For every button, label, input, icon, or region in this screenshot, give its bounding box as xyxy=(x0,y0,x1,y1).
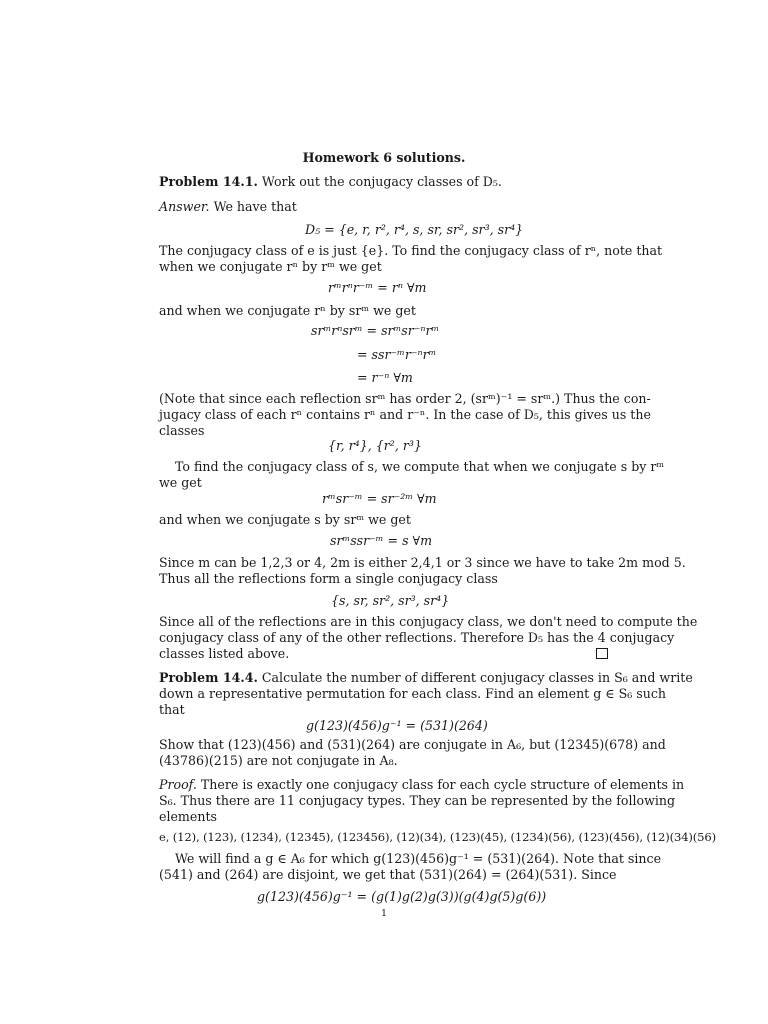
paragraph-line: We will find a g ∈ A₆ for which g(123)(456)g⁻¹ = (531)(264). Note that since xyxy=(175,851,662,866)
paragraph-line: classes xyxy=(159,423,205,438)
paragraph-line: we get xyxy=(159,475,202,490)
paragraph-line: elements xyxy=(159,809,217,824)
paragraph-line: (541) and (264) are disjoint, we get that (531)(264) = (264)(531). Since xyxy=(159,867,617,882)
conjugacy-representatives-list: e, (12), (123), (1234), (12345), (123456), (12)(34), (123)(45), (1234)(56), (123)(456), (12)(34)(56) xyxy=(159,830,716,844)
equation-d5: D₅ = {e, r, r², r⁴, s, sr, sr², sr³, sr⁴} xyxy=(305,222,524,237)
answer-intro-text: We have that xyxy=(213,199,297,214)
page-number: 1 xyxy=(380,908,388,919)
problem-text: Calculate the number of different conjugacy classes in S₆ and write xyxy=(261,670,693,685)
paragraph-line: (43786)(215) are not conjugate in A₈. xyxy=(159,753,398,768)
document-title: Homework 6 solutions. xyxy=(302,150,466,165)
qed-square-icon xyxy=(596,648,608,659)
problem-14-4-line xyxy=(159,670,693,686)
problem-label: Problem 14.4. xyxy=(159,670,258,685)
equation-conjugation-expanded: g(123)(456)g⁻¹ = (g(1)g(2)g(3))(g(4)g(5)g(6)) xyxy=(257,889,547,904)
equation-line: = r⁻ⁿ ∀m xyxy=(357,370,413,385)
paragraph-line: that xyxy=(159,702,185,717)
paragraph-line: Thus all the reflections form a single conjugacy class xyxy=(159,571,498,586)
answer-intro xyxy=(159,199,609,215)
paragraph-line: Since all of the reflections are in this conjugacy class, we don't need to compute the xyxy=(159,614,698,629)
proof-label: Proof. xyxy=(159,777,197,792)
answer-label: Answer. xyxy=(159,199,210,214)
equation-line: = ssr⁻ᵐr⁻ⁿrᵐ xyxy=(357,347,437,362)
paragraph-line: To find the conjugacy class of s, we compute that when we conjugate s by rᵐ xyxy=(175,459,665,474)
paragraph-line: and when we conjugate rⁿ by srᵐ we get xyxy=(159,303,416,318)
problem-14-1-statement xyxy=(159,174,609,190)
equation-line: srᵐrⁿsrᵐ = srᵐsr⁻ⁿrᵐ xyxy=(311,323,440,338)
paragraph-line: down a representative permutation for each class. Find an element g ∈ S₆ such xyxy=(159,686,667,701)
equation-conjugation: g(123)(456)g⁻¹ = (531)(264) xyxy=(306,718,488,733)
proof-line xyxy=(159,777,685,793)
equation-reflection-class: {s, sr, sr², sr³, sr⁴} xyxy=(331,593,450,608)
paragraph-line: (Note that since each reflection srᵐ has order 2, (srᵐ)⁻¹ = srᵐ.) Thus the con- xyxy=(159,391,651,406)
equation-conj-rn-by-rm: rᵐrⁿr⁻ᵐ = rⁿ ∀m xyxy=(328,280,427,295)
paragraph-line: S₆. Thus there are 11 conjugacy types. They can be represented by the following xyxy=(159,793,676,808)
proof-text: There is exactly one conjugacy class for each cycle structure of elements in xyxy=(200,777,685,792)
paragraph-line: conjugacy class of any of the other reflections. Therefore D₅ has the 4 conjugacy xyxy=(159,630,675,645)
paragraph-line: when we conjugate rⁿ by rᵐ we get xyxy=(159,259,382,274)
paragraph-line: jugacy class of each rⁿ contains rⁿ and r⁻ⁿ. In the case of D₅, this gives us the xyxy=(159,407,651,422)
equation-conj-s-by-rm: rᵐsr⁻ᵐ = sr⁻²ᵐ ∀m xyxy=(322,491,437,506)
paragraph-line: Since m can be 1,2,3 or 4, 2m is either 2,4,1 or 3 since we have to take 2m mod 5. xyxy=(159,555,686,570)
paragraph-line: Show that (123)(456) and (531)(264) are conjugate in A₆, but (12345)(678) and xyxy=(159,737,666,752)
paragraph-line: The conjugacy class of e is just {e}. To find the conjugacy class of rⁿ, note that xyxy=(159,243,663,258)
paragraph-line: classes listed above. xyxy=(159,646,290,661)
equation-conj-s-by-srm: srᵐssr⁻ᵐ = s ∀m xyxy=(330,533,433,548)
problem-text: Work out the conjugacy classes of D₅. xyxy=(261,174,502,189)
paragraph-line: and when we conjugate s by srᵐ we get xyxy=(159,512,411,527)
equation-rotation-classes: {r, r⁴}, {r², r³} xyxy=(328,438,422,453)
problem-label: Problem 14.1. xyxy=(159,174,258,189)
